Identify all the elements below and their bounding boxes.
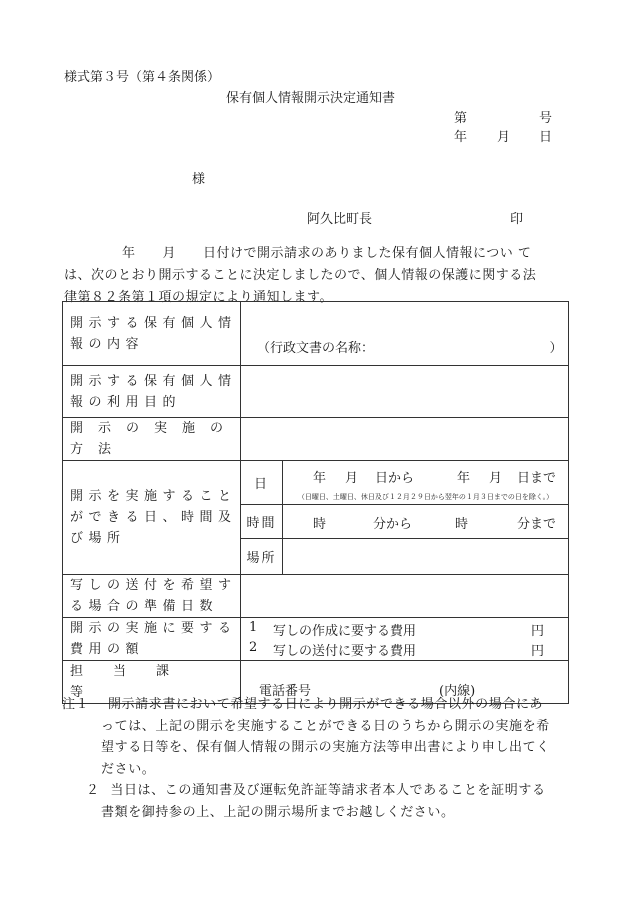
time-field[interactable]: 時 分から 時 分まで: [283, 505, 569, 539]
disclosure-table: [62, 301, 569, 704]
issuer-name: 阿久比町長: [307, 212, 373, 227]
date-year: 年: [454, 130, 468, 145]
table-row: [63, 461, 569, 505]
intro-line: 律第８２条第１項の規定により通知します。: [64, 290, 333, 305]
document-title: 保有個人情報開示決定通知書: [226, 91, 396, 106]
table-row: [63, 366, 569, 418]
purpose-label: 開示する保有個人情 報の利用目的: [63, 366, 241, 418]
date-day: 日: [539, 130, 553, 145]
fee-field[interactable]: 1 写しの作成に要する費用 円 2 写しの送付に要する費用 円: [241, 618, 569, 661]
place-sublabel: 場所: [241, 539, 283, 575]
form-number: 様式第３号（第４条関係）: [64, 70, 221, 85]
date-field[interactable]: 年 月 日から 年 月 日まで （日曜日、土曜日、休日及び１２月２９日から翌年の１月３日までの日を除く。）: [283, 461, 569, 505]
number-suffix: 号: [539, 111, 553, 126]
method-label: 開示の実施の方法: [63, 418, 241, 461]
date-month: 月: [497, 130, 511, 145]
note-1-line: 開示請求書において希望する日により開示ができる場合以外の場合にあ: [107, 697, 544, 712]
note-2-number: ２: [86, 783, 100, 799]
content-label: 開示する保有個人情 報の内容: [63, 302, 241, 366]
note-1-line: 望する日等を、保有個人情報の開示の実施方法等申出書により申し出てく: [101, 740, 550, 756]
document-name-field[interactable]: （行政文書の名称： ）: [241, 302, 569, 366]
note-2-line: 当日は、この通知書及び運転免許証等請求者本人であることを証明する: [110, 783, 546, 799]
notes-section: [62, 694, 572, 824]
schedule-label: 開示を実施すること ができる日、時間及 び場所: [63, 461, 241, 575]
date-exclusion-note: （日曜日、土曜日、休日及び１２月２９日から翌年の１月３日までの日を除く。）: [297, 492, 554, 501]
time-sublabel: 時間: [241, 505, 283, 539]
issuer-seal: 印: [510, 212, 524, 227]
extension-label: (内線): [439, 684, 476, 699]
table-row: [63, 302, 569, 366]
method-field[interactable]: [241, 418, 569, 461]
table-row: [63, 618, 569, 661]
place-field[interactable]: [283, 539, 569, 575]
note-prefix: 注１: [62, 697, 90, 712]
note-1-line: ださい。: [101, 761, 156, 777]
note-1-line: っては、上記の開示を実施することができる日のうちから開示の実施を希: [101, 718, 550, 734]
prep-days-field[interactable]: [241, 575, 569, 618]
note-2-line: 書類を御持参の上、上記の開示場所までお越しください。: [101, 804, 455, 820]
dept-label: 担当課等: [63, 661, 241, 704]
fee-label: 開示の実施に要する 費用の額: [63, 618, 241, 661]
table-row: [63, 418, 569, 461]
intro-line: は、次のとおり開示することに決定しましたので、個人情報の保護に関する法: [64, 268, 537, 283]
table-row: [63, 575, 569, 618]
prep-days-label: 写しの送付を希望す る場合の準備日数: [63, 575, 241, 618]
purpose-field[interactable]: [241, 366, 569, 418]
date-sublabel: 日: [241, 461, 283, 505]
intro-line: 年 月 日付けで開示請求のありました保有個人情報につい て: [122, 246, 532, 261]
phone-label: 電話番号: [259, 684, 312, 699]
recipient-honorific: 様: [192, 172, 206, 187]
intro-paragraph: [64, 243, 570, 309]
number-prefix: 第: [454, 111, 468, 126]
